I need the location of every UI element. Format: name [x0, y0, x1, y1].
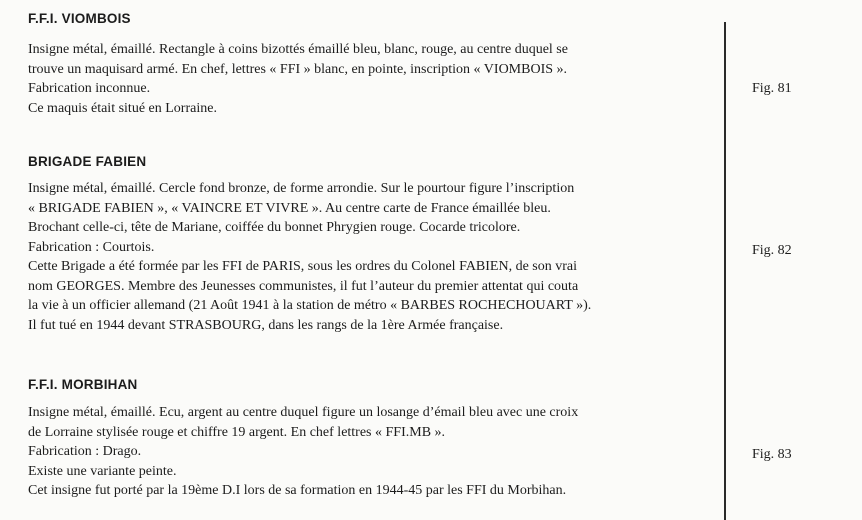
entry-description: [28, 403, 578, 501]
entry-ffi-morbihan: [28, 377, 718, 498]
description-line: Ce maquis était situé en Lorraine.: [28, 100, 217, 116]
entry-heading: F.F.I. VIOMBOIS: [28, 11, 131, 26]
description-line: « BRIGADE FABIEN », « VAINCRE ET VIVRE ». Au centre carte de France émaillée bleu.: [28, 200, 551, 216]
description-line: de Lorraine stylisée rouge et chiffre 19 argent. En chef lettres « FFI.MB ».: [28, 424, 446, 440]
description-line: Cet insigne fut porté par la 19ème D.I lors de sa formation en 1944-45 par les FFI du Morbihan.: [28, 483, 567, 498]
figure-reference: Fig. 82: [752, 243, 792, 258]
column-divider: [724, 22, 726, 520]
description-line: Fabrication : Courtois.: [28, 239, 155, 255]
description-line: Insigne métal, émaillé. Ecu, argent au centre duquel figure un losange d’émail bleu avec une croix: [28, 405, 579, 420]
figure-reference: Fig. 83: [752, 447, 792, 462]
entry-description: [28, 40, 568, 118]
description-line: Insigne métal, émaillé. Cercle fond bronze, de forme arrondie. Sur le pourtour figure l’inscription: [28, 181, 575, 196]
description-line: Fabrication inconnue.: [28, 81, 151, 96]
description-line: nom GEORGES. Membre des Jeunesses communistes, il fut l’auteur du premier attentat qui couta: [28, 278, 579, 294]
entry-heading: F.F.I. MORBIHAN: [28, 377, 138, 392]
figure-reference: Fig. 81: [752, 81, 792, 96]
description-line: Insigne métal, émaillé. Rectangle à coins bizottés émaillé bleu, blanc, rouge, au centre duquel se: [28, 42, 568, 57]
entry-ffi-viombois: [28, 11, 718, 116]
entry-heading: BRIGADE FABIEN: [28, 154, 147, 169]
description-line: la vie à un officier allemand (21 Août 1941 à la station de métro « BARBES ROCHECHOUART »).: [28, 298, 592, 313]
entry-description: [28, 179, 591, 335]
description-line: Il fut tué en 1944 devant STRASBOURG, dans les rangs de la 1ère Armée française.: [28, 317, 504, 333]
description-line: Brochant celle-ci, tête de Mariane, coiffée du bonnet Phrygien rouge. Cocarde tricolore.: [28, 220, 521, 235]
description-line: Cette Brigade a été formée par les FFI de PARIS, sous les ordres du Colonel FABIEN, de son vrai: [28, 259, 578, 274]
description-line: trouve un maquisard armé. En chef, lettres « FFI » blanc, en pointe, inscription « VIOMBOIS ».: [28, 61, 568, 77]
entry-brigade-fabien: [28, 154, 718, 333]
description-line: Fabrication : Drago.: [28, 444, 142, 459]
description-line: Existe une variante peinte.: [28, 463, 177, 479]
